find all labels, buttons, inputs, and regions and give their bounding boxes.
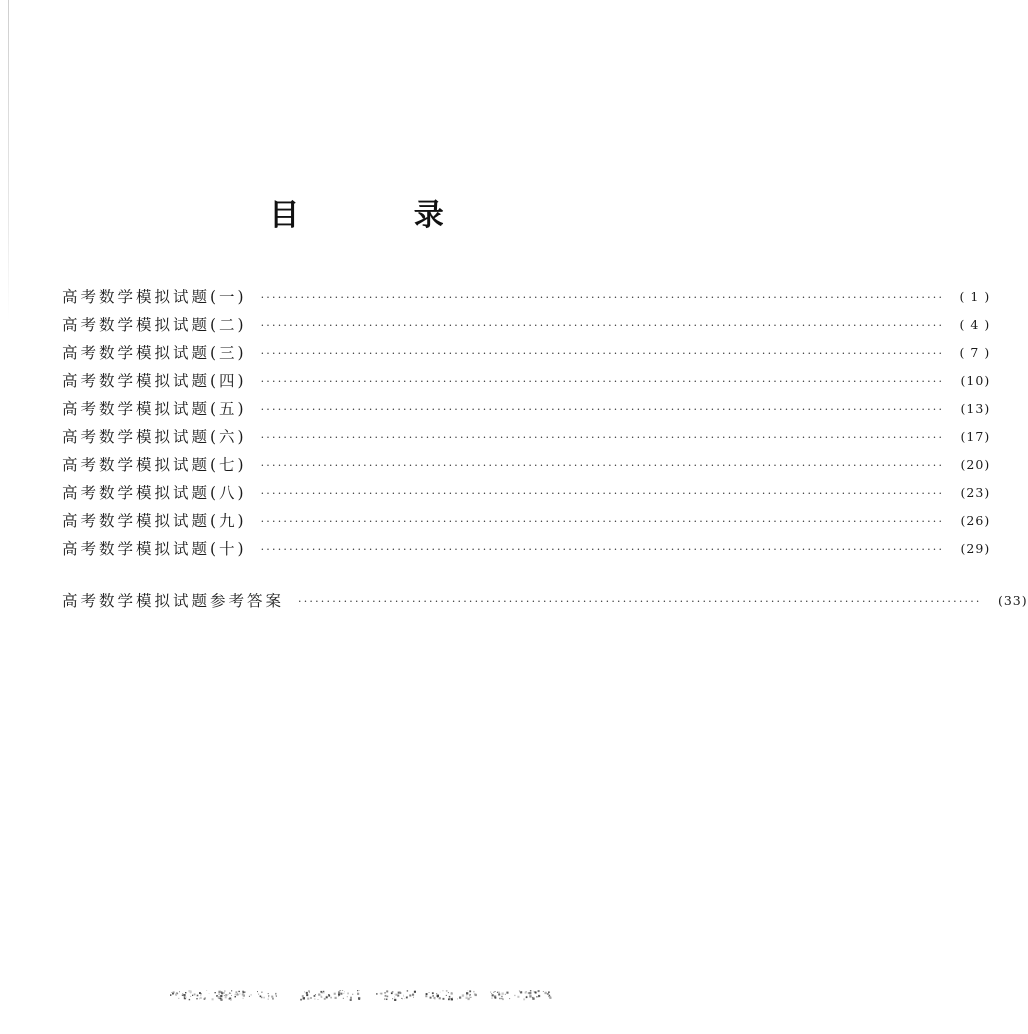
toc-entry-6 bbox=[62, 422, 991, 450]
toc-entry-label: 高考数学模拟试题(七) bbox=[62, 456, 247, 474]
toc-entry-page: (17) bbox=[960, 428, 991, 444]
toc-entry-page: (33) bbox=[997, 592, 1028, 608]
toc-entry-label: 高考数学模拟试题(一) bbox=[62, 288, 247, 306]
toc-entry-5 bbox=[62, 394, 991, 422]
toc-entry-label: 高考数学模拟试题(六) bbox=[62, 428, 247, 446]
toc-entry-page: ( 1 ) bbox=[959, 288, 991, 304]
page-title: 目 录 bbox=[269, 198, 496, 233]
toc-leader-dots: ························································································································ bbox=[260, 402, 945, 416]
toc-leader-dots: ························································································································ bbox=[260, 430, 945, 444]
toc-entry-label: 高考数学模拟试题(九) bbox=[62, 512, 247, 530]
toc-leader-dots: ························································································································ bbox=[260, 486, 945, 500]
toc-entry-8 bbox=[62, 478, 991, 506]
toc-leader-dots: ························································································································ bbox=[260, 514, 945, 528]
toc-entry-label: 高考数学模拟试题(八) bbox=[62, 484, 247, 502]
scan-noise-artifact bbox=[170, 988, 550, 1002]
toc-spacer bbox=[62, 562, 640, 586]
toc-entry-page: (13) bbox=[960, 400, 991, 416]
toc-entry-1 bbox=[62, 282, 991, 310]
toc-leader-dots: ························································································································ bbox=[260, 458, 945, 472]
toc-entry-label: 高考数学模拟试题(四) bbox=[62, 372, 247, 390]
toc-entry-page: (20) bbox=[960, 456, 991, 472]
toc-entry-3 bbox=[62, 338, 991, 366]
toc-leader-dots: ························································································································ bbox=[260, 346, 945, 360]
toc-entry-page: (26) bbox=[960, 512, 991, 528]
toc-entry-4 bbox=[62, 366, 991, 394]
toc-leader-dots: ························································································································ bbox=[260, 542, 945, 556]
toc-entry-page: ( 4 ) bbox=[959, 316, 991, 332]
toc-leader-dots: ························································································································ bbox=[298, 594, 982, 608]
table-of-contents bbox=[62, 282, 1028, 614]
toc-entry-page: (29) bbox=[960, 540, 991, 556]
toc-entry-page: (10) bbox=[960, 372, 991, 388]
toc-entry-label: 高考数学模拟试题(五) bbox=[62, 400, 247, 418]
toc-leader-dots: ························································································································ bbox=[260, 318, 945, 332]
toc-entry-page: (23) bbox=[960, 484, 991, 500]
scan-edge-shadow bbox=[8, 0, 9, 320]
toc-entry-7 bbox=[62, 450, 991, 478]
toc-entry-label: 高考数学模拟试题参考答案 bbox=[62, 592, 285, 610]
toc-entry-label: 高考数学模拟试题(二) bbox=[62, 316, 247, 334]
toc-entry-answers bbox=[62, 586, 1028, 614]
toc-entry-label: 高考数学模拟试题(十) bbox=[62, 540, 247, 558]
toc-entry-9 bbox=[62, 506, 991, 534]
toc-entry-label: 高考数学模拟试题(三) bbox=[62, 344, 247, 362]
toc-leader-dots: ························································································································ bbox=[260, 290, 945, 304]
toc-entry-2 bbox=[62, 310, 991, 338]
toc-leader-dots: ························································································································ bbox=[260, 374, 945, 388]
toc-entry-page: ( 7 ) bbox=[959, 344, 991, 360]
toc-entry-10 bbox=[62, 534, 991, 562]
